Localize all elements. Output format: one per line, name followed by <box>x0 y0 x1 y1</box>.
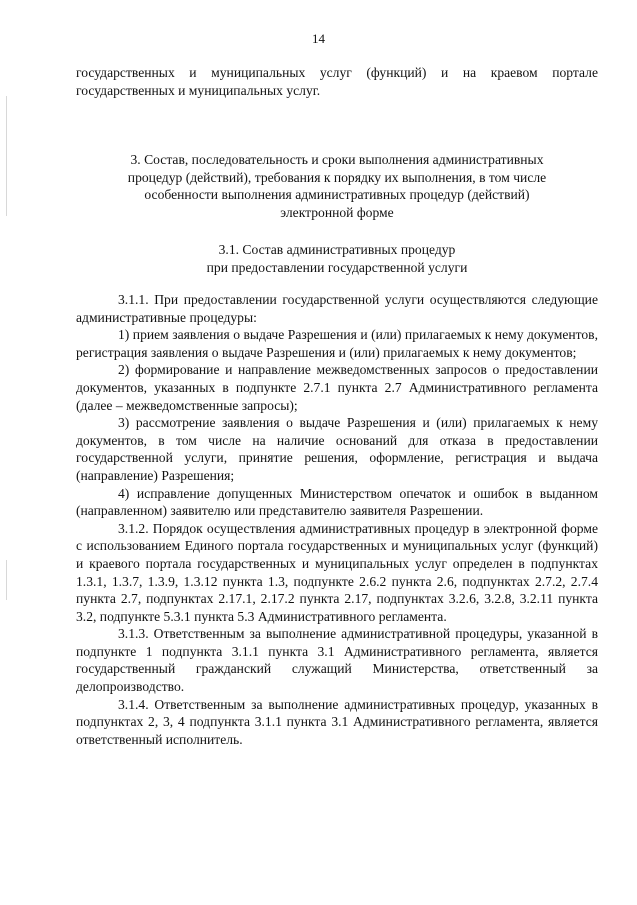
list-item-2: 2) формирование и направление межведомственных запросов о предоставлении документов, указанных в подпункте 2.7.1 пункта 2.7 Административного регламента (далее – межведомственные запросы); <box>76 362 598 413</box>
scan-margin-mark <box>6 560 7 600</box>
subsection-heading-line: при предоставлении государственной услуги <box>206 259 468 275</box>
section-heading <box>76 151 598 221</box>
paragraph-3-1-4: 3.1.4. Ответственным за выполнение административных процедур, указанных в подпунктах 2, 3, 4 подпункта 3.1.1 пункта 3.1 Административного регламента, является ответственный исполнитель. <box>76 696 598 747</box>
section-heading-line: электронной форме <box>280 204 394 220</box>
section-heading-line: особенности выполнения административных процедур (действий) <box>144 187 530 203</box>
section-heading-line: 3. Состав, последовательность и сроки выполнения административных <box>130 152 544 167</box>
subsection-heading <box>76 241 598 276</box>
subsection-heading-line: 3.1. Состав административных процедур <box>218 242 456 257</box>
list-item-3: 3) рассмотрение заявления о выдаче Разрешения и (или) прилагаемых к нему документов, в том числе на наличие оснований для отказа в предоставлении государственной услуги, принятие решения, оформление, регистрация и выдача (направление) Разрешения; <box>76 415 598 483</box>
body-text <box>76 291 598 748</box>
intro-paragraph-block <box>76 64 598 99</box>
paragraph-3-1-1: 3.1.1. При предоставлении государственной услуги осуществляются следующие административные процедуры: <box>76 292 598 325</box>
page-number: 14 <box>312 31 325 46</box>
intro-paragraph: государственных и муниципальных услуг (функций) и на краевом портале государственных и муниципальных услуг. <box>76 65 598 98</box>
scan-margin-mark <box>6 96 7 216</box>
paragraph-3-1-2: 3.1.2. Порядок осуществления административных процедур в электронной форме с использованием Единого портала государственных и муниципальных услуг (функций) и краевого портала государственных и муниципальных услуг определен в подпунктах 1.3.1, 1.3.7, 1.3.9, 1.3.12 пункта 1.3, подпункте 2.6.2 пункта 2.6, подпунктах 2.7.2, 2.7.4 пункта 2.7, подпунктах 2.17.1, 2.17.2 пункта 2.17, подпунктах 3.2.6, 3.2.8, 3.2.11 пункта 3.2, подпункте 5.3.1 пункта 5.3 Административного регламента. <box>76 520 598 624</box>
list-item-4: 4) исправление допущенных Министерством опечаток и ошибок в выданном (направленном) заявителю или представителю заявителя Разрешении. <box>76 485 598 519</box>
section-heading-line: процедур (действий), требования к порядку их выполнения, в том числе <box>127 169 547 185</box>
list-item-1: 1) прием заявления о выдаче Разрешения и (или) прилагаемых к нему документов, регистрация заявления о выдаче Разрешения и (или) прилагаемых к нему документов; <box>76 327 598 360</box>
paragraph-3-1-3: 3.1.3. Ответственным за выполнение административной процедуры, указанной в подпункте 1 подпункта 3.1.1 пункта 3.1 Административного регламента, является государственный гражданский служащий Министерства, ответственный за делопроизводство. <box>76 626 598 695</box>
